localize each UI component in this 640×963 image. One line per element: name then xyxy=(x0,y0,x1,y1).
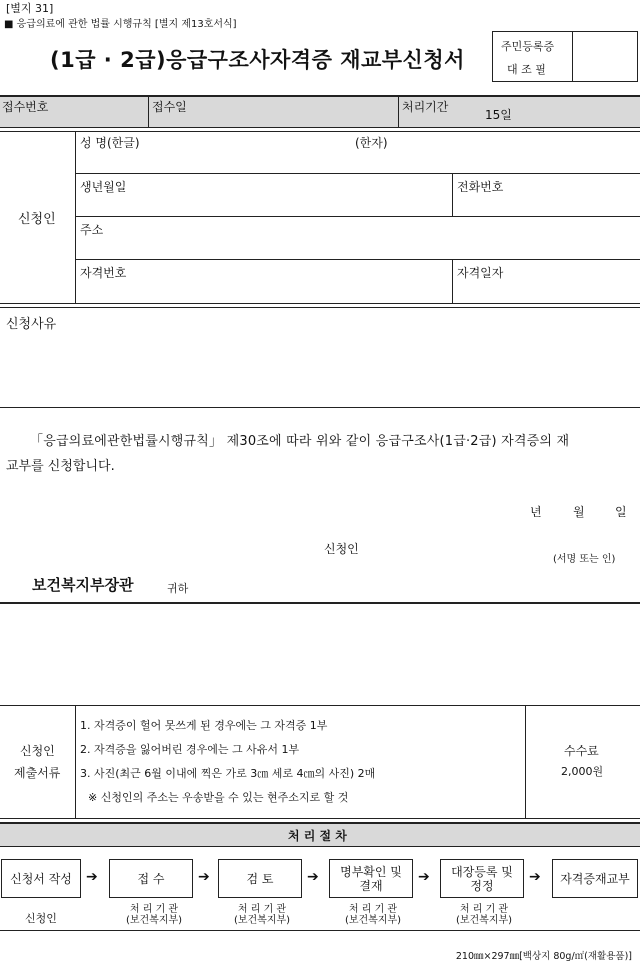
name-hanja-field[interactable]: (한자) xyxy=(355,136,388,150)
step-review: 검 토 xyxy=(218,859,302,898)
statement-line-2: 교부를 신청합니다. xyxy=(6,459,115,474)
date-day-label[interactable]: 일 xyxy=(615,505,627,519)
fee-label: 수수료 xyxy=(564,744,599,758)
law-reference: ■ 응급의료에 관한 법률 시행규칙 [별지 제13호서식] xyxy=(4,19,237,30)
sign-or-seal-label[interactable]: (서명 또는 인) xyxy=(553,554,616,565)
procedure-title: 처 리 절 차 xyxy=(288,829,347,843)
documents-label-line-2: 제출서류 xyxy=(14,766,61,780)
step-approval-line-1: 명부확인 및 xyxy=(340,864,402,879)
addressee-suffix: 귀하 xyxy=(167,582,189,595)
verified-label: 대 조 필 xyxy=(507,63,546,76)
receipt-date-label: 접수일 xyxy=(152,100,187,114)
step-actor: 신청인 xyxy=(25,912,57,925)
document-note: ※ 신청인의 주소는 우송받을 수 있는 현주소지로 할 것 xyxy=(88,791,349,804)
step-actor: 처 리 기 관 (보건복지부) xyxy=(344,904,402,926)
form-number: [별지 31] xyxy=(6,2,54,15)
step-receipt: 접 수 xyxy=(109,859,193,898)
receipt-number-label: 접수번호 xyxy=(2,100,49,114)
step-approval xyxy=(329,859,413,898)
arrow-icon: ➔ xyxy=(86,869,98,885)
step-actor: 처 리 기 관 (보건복지부) xyxy=(455,904,513,926)
document-item: 2. 자격증을 잃어버린 경우에는 그 사유서 1부 xyxy=(80,743,300,756)
statement-line-1: 「응급의료에관한법률시행규칙」 제30조에 따라 위와 같이 응급구조사(1급·2급) 자격증의 재 xyxy=(30,434,570,449)
date-year-label[interactable]: 년 xyxy=(530,505,542,519)
documents-label-line-1: 신청인 xyxy=(20,744,55,758)
arrow-icon: ➔ xyxy=(529,869,541,885)
step-registry-line-2: 정정 xyxy=(470,878,494,893)
license-date-field[interactable]: 자격일자 xyxy=(457,266,504,280)
arrow-icon: ➔ xyxy=(418,869,430,885)
step-registry xyxy=(440,859,524,898)
processing-period-value: 15일 xyxy=(485,108,512,122)
applicant-section-label: 신청인 xyxy=(18,212,56,227)
addressee: 보건복지부장관 xyxy=(32,576,134,594)
step-registry-line-1: 대장등록 및 xyxy=(451,864,513,879)
arrow-icon: ➔ xyxy=(198,869,210,885)
id-verification-box xyxy=(492,31,638,82)
receipt-row xyxy=(0,95,640,127)
step-actor: 처 리 기 관 (보건복지부) xyxy=(125,904,183,926)
arrow-icon: ➔ xyxy=(307,869,319,885)
document-item: 1. 자격증이 헐어 못쓰게 된 경우에는 그 자격증 1부 xyxy=(80,719,328,732)
name-korean-field[interactable]: 성 명(한글) xyxy=(80,136,140,150)
date-month-label[interactable]: 월 xyxy=(573,505,585,519)
paper-spec-footer: 210㎜×297㎜[백상지 80g/㎡(재활용품)] xyxy=(455,951,632,962)
fee-value: 2,000원 xyxy=(561,765,604,778)
phone-field[interactable]: 전화번호 xyxy=(457,180,504,194)
step-actor: 처 리 기 관 (보건복지부) xyxy=(233,904,291,926)
reason-field[interactable]: 신청사유 xyxy=(6,317,57,332)
step-reissue: 자격증재교부 xyxy=(552,859,638,898)
birth-date-field[interactable]: 생년월일 xyxy=(80,180,127,194)
form-title: (1급 · 2급)응급구조사자격증 재교부신청서 xyxy=(50,48,465,72)
address-field[interactable]: 주소 xyxy=(80,223,104,237)
applicant-signature-label: 신청인 xyxy=(324,542,359,556)
step-application: 신청서 작성 xyxy=(1,859,81,898)
id-card-label: 주민등록증 xyxy=(501,40,555,53)
step-approval-line-2: 결재 xyxy=(359,878,383,893)
document-item: 3. 사진(최근 6월 이내에 찍은 가로 3㎝ 세로 4㎝의 사진) 2매 xyxy=(80,767,376,780)
processing-period-label: 처리기간 xyxy=(402,100,449,114)
license-number-field[interactable]: 자격번호 xyxy=(80,266,127,280)
